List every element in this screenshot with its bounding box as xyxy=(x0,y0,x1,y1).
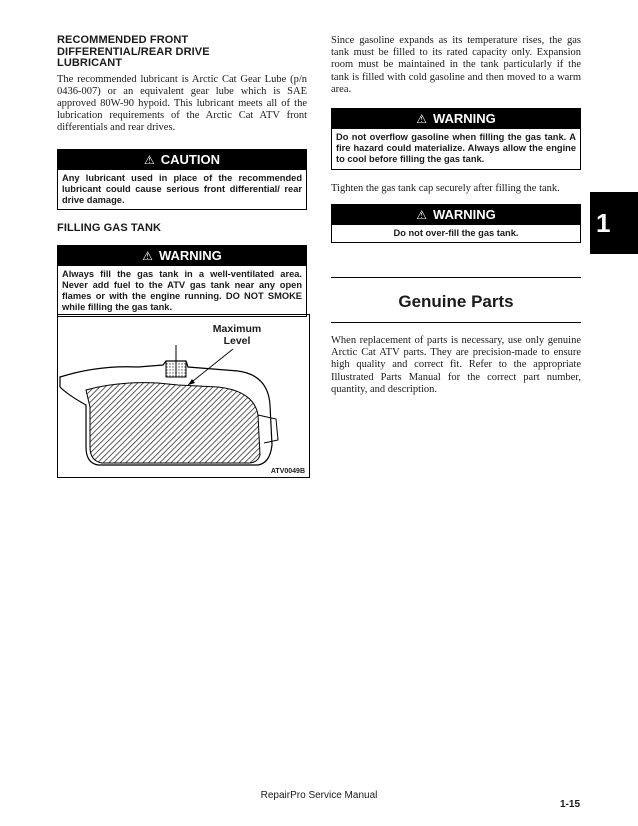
gas-tank-illustration xyxy=(58,315,309,477)
section-rule-bottom xyxy=(331,322,581,323)
left-column xyxy=(57,35,307,317)
warning-triangle-icon: ⚠ xyxy=(416,207,427,222)
warning-title: WARNING xyxy=(432,206,496,222)
caution-header xyxy=(58,150,306,170)
section-rule-top xyxy=(331,277,581,278)
warning-box-fuel xyxy=(57,245,307,318)
figure-code: ATV0049B xyxy=(270,468,305,475)
genuine-parts-title: Genuine Parts xyxy=(398,292,514,311)
caution-title: CAUTION xyxy=(160,151,220,167)
caution-text: Any lubricant used in place of the recommended lubricant could cause serious front differential/ rear drive damage. xyxy=(62,172,302,205)
warning-triangle-icon: ⚠ xyxy=(416,112,427,127)
caution-box xyxy=(57,149,307,211)
tighten-paragraph: Tighten the gas tank cap securely after filling the tank. xyxy=(331,182,560,194)
warning-header xyxy=(332,109,580,129)
right-column xyxy=(331,35,581,243)
figure-label-line1: Maximum xyxy=(212,323,262,335)
figure-label-line2: Level xyxy=(223,334,251,347)
warning-triangle-icon: ⚠ xyxy=(142,248,153,263)
figure-label xyxy=(206,324,268,347)
warning-triangle-icon: ⚠ xyxy=(144,152,155,167)
warning-text: Do not overflow gasoline when filling the gas tank. A fire hazard could materialize. Always allow the engine to cool before filling the gas tank. xyxy=(336,132,576,165)
warning-header xyxy=(332,205,580,225)
warning-box-overfill xyxy=(331,204,581,243)
expansion-paragraph: Since gasoline expands as its temperature rises, the gas tank must be filled to its rated capacity only. Expansion room must be maintained in the tank particularly if the tank is filled with cold gasoline and then moved to a warm area. xyxy=(331,35,581,95)
lubricant-heading: RECOMMENDED FRONT DIFFERENTIAL/REAR DRIVE LUBRICANT xyxy=(57,34,210,69)
footer-title: RepairPro Service Manual xyxy=(260,790,378,801)
warning-title: WARNING xyxy=(158,247,222,263)
chapter-tab: 1 xyxy=(590,192,638,254)
lubricant-paragraph: The recommended lubricant is Arctic Cat Gear Lube (p/n 0436-007) or an equivalent gear lube which is SAE approved 80W-90 hypoid. This lubricant meets all of the lubrication requirements of the Arctic Cat ATV front differentials and rear drives. xyxy=(57,73,307,134)
gas-tank-figure xyxy=(57,314,310,478)
gas-tank-heading: FILLING GAS TANK xyxy=(57,222,162,235)
warning-title: WARNING xyxy=(432,111,496,127)
warning-header xyxy=(58,246,306,266)
warning-text: Always fill the gas tank in a well-ventilated area. Never add fuel to the ATV gas tank near any open flames or with the engine running. DO NOT SMOKE while filling the gas tank. xyxy=(62,268,302,313)
warning-box-overflow xyxy=(331,108,581,170)
page-number: 1-15 xyxy=(560,799,581,810)
warning-text: Do not over-fill the gas tank. xyxy=(393,227,519,238)
genuine-parts-paragraph: When replacement of parts is necessary, use only genuine Arctic Cat ATV parts. They are precision-made to ensure high quality and correct fit. Refer to the appropriate Illustrated Parts Manual for the correct part number, quantity, and description. xyxy=(331,335,581,395)
